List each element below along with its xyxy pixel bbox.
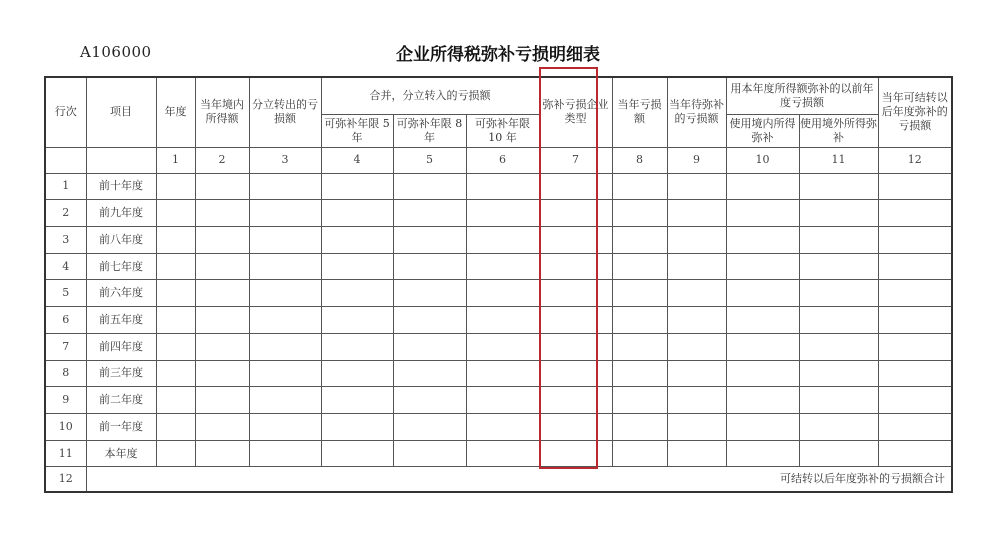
cell-col-12[interactable]	[878, 307, 952, 334]
header-domestic-income: 当年境内所得额	[195, 77, 249, 147]
cell-col-6[interactable]	[466, 333, 539, 360]
header-split-out-loss: 分立转出的亏损额	[249, 77, 321, 147]
cell-col-2[interactable]	[195, 387, 249, 414]
header-carryforward: 当年可结转以后年度弥补的亏损额	[878, 77, 952, 147]
cell-col-2[interactable]	[195, 440, 249, 467]
row-number: 3	[45, 227, 86, 254]
col-number: 6	[466, 147, 539, 173]
cell-col-8[interactable]	[612, 387, 667, 414]
cell-col-1[interactable]	[156, 253, 195, 280]
cell-col-3[interactable]	[249, 200, 321, 227]
col-number: 4	[321, 147, 393, 173]
cell-col-3[interactable]	[249, 253, 321, 280]
cell-col-2[interactable]	[195, 253, 249, 280]
cell-col-7[interactable]	[539, 387, 612, 414]
cell-col-12[interactable]	[878, 413, 952, 440]
row-item: 前六年度	[86, 280, 156, 307]
cell-col-11[interactable]	[799, 440, 878, 467]
cell-col-2[interactable]	[195, 227, 249, 254]
cell-col-2[interactable]	[195, 200, 249, 227]
cell-col-10[interactable]	[726, 413, 799, 440]
cell-col-5[interactable]	[393, 200, 466, 227]
cell-col-10[interactable]	[726, 440, 799, 467]
cell-col-2[interactable]	[195, 360, 249, 387]
col-number: 10	[726, 147, 799, 173]
cell-col-11[interactable]	[799, 253, 878, 280]
table-row	[45, 440, 952, 467]
header-row-no: 行次	[45, 77, 86, 147]
cell-col-12[interactable]	[878, 173, 952, 200]
cell-col-9[interactable]	[667, 333, 726, 360]
cell-col-1[interactable]	[156, 200, 195, 227]
header-item: 项目	[86, 77, 156, 147]
cell-col-8[interactable]	[612, 253, 667, 280]
row-number: 11	[45, 440, 86, 467]
cell-col-6[interactable]	[466, 307, 539, 334]
cell-col-10[interactable]	[726, 227, 799, 254]
cell-col-9[interactable]	[667, 413, 726, 440]
cell-col-7[interactable]	[539, 253, 612, 280]
cell-col-11[interactable]	[799, 360, 878, 387]
cell-col-8[interactable]	[612, 307, 667, 334]
cell-col-1[interactable]	[156, 333, 195, 360]
col-number: 12	[878, 147, 952, 173]
cell-col-9[interactable]	[667, 227, 726, 254]
cell-col-4[interactable]	[321, 307, 393, 334]
row-item: 前八年度	[86, 227, 156, 254]
table-row	[45, 387, 952, 414]
header-limit-8: 可弥补年限 8 年	[393, 114, 466, 147]
col-number-blank	[45, 147, 86, 173]
cell-col-8[interactable]	[612, 360, 667, 387]
total-row-no: 12	[45, 467, 86, 492]
row-number: 6	[45, 307, 86, 334]
cell-col-1[interactable]	[156, 387, 195, 414]
col-number: 1	[156, 147, 195, 173]
cell-col-8[interactable]	[612, 227, 667, 254]
cell-col-7[interactable]	[539, 333, 612, 360]
header-use-group: 用本年度所得额弥补的以前年度亏损额	[726, 77, 878, 114]
cell-col-6[interactable]	[466, 200, 539, 227]
cell-col-4[interactable]	[321, 360, 393, 387]
cell-col-2[interactable]	[195, 413, 249, 440]
cell-col-10[interactable]	[726, 280, 799, 307]
cell-col-6[interactable]	[466, 413, 539, 440]
cell-col-4[interactable]	[321, 253, 393, 280]
cell-col-10[interactable]	[726, 333, 799, 360]
cell-col-10[interactable]	[726, 387, 799, 414]
cell-col-12[interactable]	[878, 253, 952, 280]
cell-col-5[interactable]	[393, 253, 466, 280]
cell-col-3[interactable]	[249, 307, 321, 334]
cell-col-9[interactable]	[667, 280, 726, 307]
cell-col-1[interactable]	[156, 440, 195, 467]
row-item: 前九年度	[86, 200, 156, 227]
table-row	[45, 333, 952, 360]
cell-col-4[interactable]	[321, 227, 393, 254]
row-number: 2	[45, 200, 86, 227]
cell-col-11[interactable]	[799, 280, 878, 307]
cell-col-12[interactable]	[878, 360, 952, 387]
cell-col-9[interactable]	[667, 440, 726, 467]
col-number: 9	[667, 147, 726, 173]
header-merge-group: 合并，分立转入的亏损额	[321, 77, 539, 114]
cell-col-9[interactable]	[667, 307, 726, 334]
row-number: 4	[45, 253, 86, 280]
cell-col-6[interactable]	[466, 253, 539, 280]
col-number: 11	[799, 147, 878, 173]
cell-col-7[interactable]	[539, 200, 612, 227]
cell-col-4[interactable]	[321, 200, 393, 227]
cell-col-8[interactable]	[612, 173, 667, 200]
cell-col-11[interactable]	[799, 387, 878, 414]
row-number: 9	[45, 387, 86, 414]
cell-col-9[interactable]	[667, 253, 726, 280]
row-item: 前四年度	[86, 333, 156, 360]
cell-col-6[interactable]	[466, 387, 539, 414]
cell-col-6[interactable]	[466, 440, 539, 467]
row-number: 1	[45, 173, 86, 200]
cell-col-10[interactable]	[726, 360, 799, 387]
cell-col-1[interactable]	[156, 280, 195, 307]
cell-col-2[interactable]	[195, 307, 249, 334]
cell-col-9[interactable]	[667, 387, 726, 414]
cell-col-5[interactable]	[393, 333, 466, 360]
cell-col-12[interactable]	[878, 440, 952, 467]
header-foreign-use: 使用境外所得弥补	[799, 114, 878, 147]
cell-col-3[interactable]	[249, 360, 321, 387]
table-row	[45, 360, 952, 387]
cell-col-1[interactable]	[156, 307, 195, 334]
cell-col-3[interactable]	[249, 333, 321, 360]
header-limit-5: 可弥补年限 5 年	[321, 114, 393, 147]
cell-col-1[interactable]	[156, 173, 195, 200]
cell-col-11[interactable]	[799, 173, 878, 200]
cell-col-1[interactable]	[156, 227, 195, 254]
table-row	[45, 280, 952, 307]
cell-col-7[interactable]	[539, 440, 612, 467]
row-number: 7	[45, 333, 86, 360]
cell-col-5[interactable]	[393, 227, 466, 254]
cell-col-5[interactable]	[393, 360, 466, 387]
cell-col-7[interactable]	[539, 360, 612, 387]
cell-col-5[interactable]	[393, 307, 466, 334]
cell-col-5[interactable]	[393, 413, 466, 440]
cell-col-6[interactable]	[466, 227, 539, 254]
cell-col-12[interactable]	[878, 200, 952, 227]
cell-col-7[interactable]	[539, 227, 612, 254]
cell-col-11[interactable]	[799, 200, 878, 227]
cell-col-12[interactable]	[878, 333, 952, 360]
cell-col-4[interactable]	[321, 333, 393, 360]
row-item: 前一年度	[86, 413, 156, 440]
cell-col-4[interactable]	[321, 413, 393, 440]
cell-col-10[interactable]	[726, 173, 799, 200]
cell-col-8[interactable]	[612, 440, 667, 467]
row-number: 5	[45, 280, 86, 307]
row-item: 前五年度	[86, 307, 156, 334]
cell-col-11[interactable]	[799, 227, 878, 254]
cell-col-2[interactable]	[195, 280, 249, 307]
cell-col-12[interactable]	[878, 227, 952, 254]
cell-col-4[interactable]	[321, 387, 393, 414]
col-number: 3	[249, 147, 321, 173]
cell-col-5[interactable]	[393, 387, 466, 414]
cell-col-5[interactable]	[393, 173, 466, 200]
cell-col-3[interactable]	[249, 387, 321, 414]
cell-col-3[interactable]	[249, 227, 321, 254]
cell-col-6[interactable]	[466, 280, 539, 307]
cell-col-9[interactable]	[667, 173, 726, 200]
cell-col-7[interactable]	[539, 413, 612, 440]
cell-col-10[interactable]	[726, 253, 799, 280]
col-number: 2	[195, 147, 249, 173]
row-item: 前二年度	[86, 387, 156, 414]
cell-col-1[interactable]	[156, 360, 195, 387]
table-row	[45, 253, 952, 280]
cell-col-8[interactable]	[612, 280, 667, 307]
header-enterprise-type: 弥补亏损企业类型	[539, 77, 612, 147]
cell-col-4[interactable]	[321, 280, 393, 307]
total-row-label: 可结转以后年度弥补的亏损额合计	[86, 467, 952, 492]
cell-col-3[interactable]	[249, 440, 321, 467]
row-item: 前十年度	[86, 173, 156, 200]
cell-col-6[interactable]	[466, 173, 539, 200]
cell-col-3[interactable]	[249, 280, 321, 307]
form-code: A106000	[80, 43, 152, 61]
cell-col-10[interactable]	[726, 307, 799, 334]
cell-col-11[interactable]	[799, 413, 878, 440]
cell-col-8[interactable]	[612, 333, 667, 360]
cell-col-12[interactable]	[878, 280, 952, 307]
cell-col-8[interactable]	[612, 413, 667, 440]
cell-col-11[interactable]	[799, 333, 878, 360]
col-number: 5	[393, 147, 466, 173]
cell-col-5[interactable]	[393, 280, 466, 307]
header-limit-10: 可弥补年限 10 年	[466, 114, 539, 147]
cell-col-3[interactable]	[249, 413, 321, 440]
cell-col-3[interactable]	[249, 173, 321, 200]
cell-col-10[interactable]	[726, 200, 799, 227]
cell-col-4[interactable]	[321, 173, 393, 200]
row-item: 前三年度	[86, 360, 156, 387]
cell-col-12[interactable]	[878, 387, 952, 414]
loss-carryforward-table	[44, 76, 953, 493]
header-year: 年度	[156, 77, 195, 147]
cell-col-4[interactable]	[321, 440, 393, 467]
header-domestic-use: 使用境内所得弥补	[726, 114, 799, 147]
cell-col-7[interactable]	[539, 280, 612, 307]
header-pending-loss: 当年待弥补的亏损额	[667, 77, 726, 147]
form-title: 企业所得税弥补亏损明细表	[396, 45, 600, 65]
cell-col-6[interactable]	[466, 360, 539, 387]
table-row	[45, 173, 952, 200]
cell-col-8[interactable]	[612, 200, 667, 227]
col-number: 8	[612, 147, 667, 173]
cell-col-2[interactable]	[195, 173, 249, 200]
header-current-loss: 当年亏损额	[612, 77, 667, 147]
cell-col-7[interactable]	[539, 307, 612, 334]
cell-col-11[interactable]	[799, 307, 878, 334]
col-number-blank	[86, 147, 156, 173]
table-row	[45, 200, 952, 227]
cell-col-5[interactable]	[393, 440, 466, 467]
table-row	[45, 413, 952, 440]
table-row	[45, 227, 952, 254]
cell-col-2[interactable]	[195, 333, 249, 360]
col-number: 7	[539, 147, 612, 173]
table-row	[45, 307, 952, 334]
cell-col-9[interactable]	[667, 200, 726, 227]
cell-col-1[interactable]	[156, 413, 195, 440]
cell-col-7[interactable]	[539, 173, 612, 200]
row-number: 10	[45, 413, 86, 440]
cell-col-9[interactable]	[667, 360, 726, 387]
row-item: 本年度	[86, 440, 156, 467]
row-item: 前七年度	[86, 253, 156, 280]
row-number: 8	[45, 360, 86, 387]
